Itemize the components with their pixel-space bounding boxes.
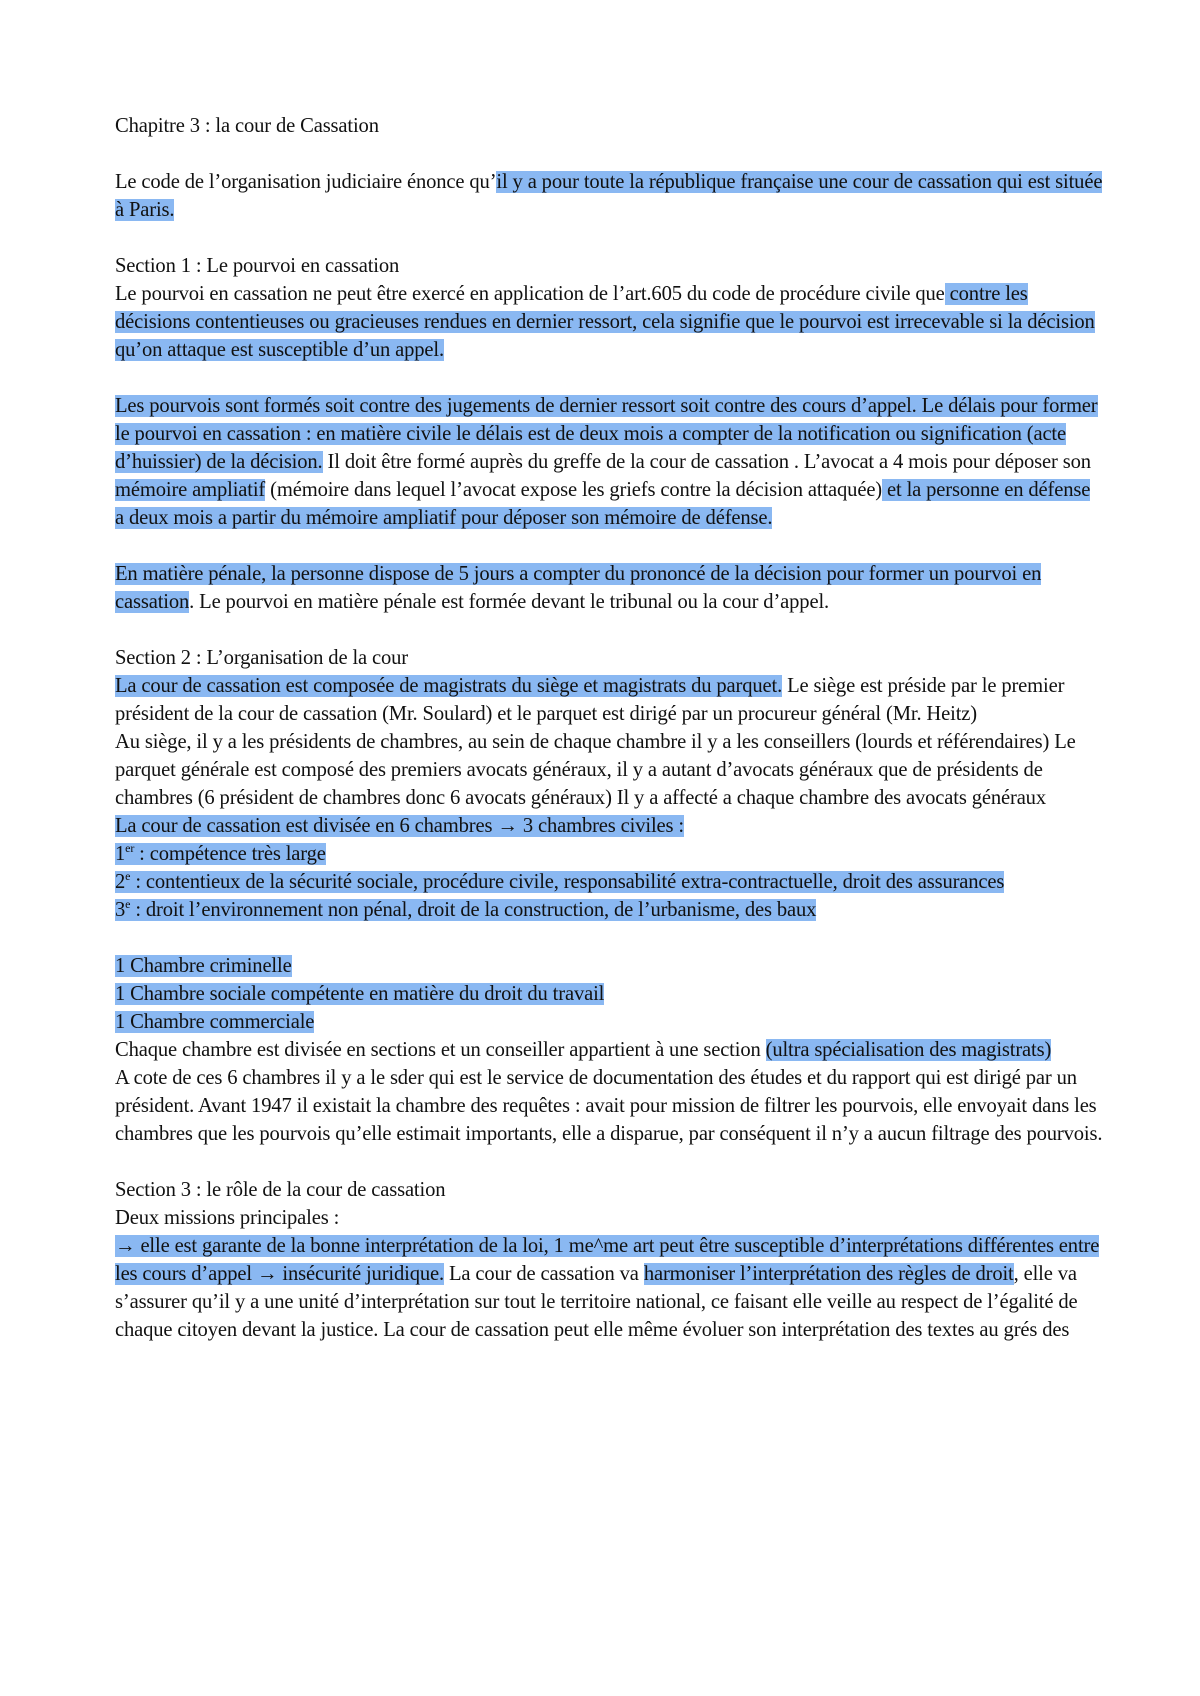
section-2-paragraph-3 — [115, 1036, 1104, 1064]
paragraph-text: Le pourvoi en cassation ne peut être exercé en application de l’art.605 du code de procédure civile que — [115, 283, 945, 305]
list-text: : contentieux de la sécurité sociale, procédure civile, responsabilité extra-contractuelle, droit des assurances — [130, 871, 1005, 893]
ordinal-suffix: e — [125, 869, 131, 884]
highlighted-text — [115, 843, 326, 865]
chambre-civile-3 — [115, 896, 1104, 924]
section-3-title: Section 3 : le rôle de la cour de cassation — [115, 1179, 446, 1201]
paragraph-text: (mémoire dans lequel l’avocat expose les griefs contre la décision attaquée) — [265, 479, 883, 501]
chambre-sociale — [115, 980, 1104, 1008]
highlighted-text: En matière pénale, la personne dispose de 5 jours a compter du prononcé de la décision pour former un pourvoi en cassation — [115, 563, 1042, 613]
section-2-paragraph-1 — [115, 672, 1104, 728]
chambre-civile-1 — [115, 840, 1104, 868]
ordinal-suffix: er — [125, 841, 135, 856]
section-3-intro: Deux missions principales : — [115, 1207, 340, 1229]
paragraph-text: La cour de cassation va — [443, 1263, 644, 1285]
section-2-paragraph-4: A cote de ces 6 chambres il y a le sder qui est le service de documentation des études et du rapport qui est dirigé par un président. Avant 1947 il existait la chambre des requêtes : avait pour mission de filtrer les pourvois, elle envoyait dans les chambres que les pourvois qu’elle estimait importants, elle a disparue, par conséquent il n’y a aucun filtrage des pourvois. — [115, 1067, 1103, 1145]
highlighted-text: et la personne en défense a deux mois a partir du mémoire ampliatif pour déposer son mémoire de défense. — [115, 479, 1091, 529]
highlighted-text: La cour de cassation est divisée en 6 chambres → 3 chambres civiles : — [115, 815, 684, 837]
highlighted-text: (ultra spécialisation des magistrats) — [765, 1039, 1052, 1061]
highlighted-text: → elle est garante de la bonne interprétation de la loi, 1 me^me art peut être susceptible d’interprétations différentes entre les cours d’appel → insécurité juridique. — [115, 1235, 1100, 1285]
section-2-paragraph-2: Au siège, il y a les présidents de chambres, au sein de chaque chambre il y a les conseillers (lourds et référendaires) Le parquet générale est composé des premiers avocats généraux, il y a autant d’avocats généraux que de présidents de chambres (6 président de chambres donc 6 avocats généraux) Il y a affecté a chaque chambre des avocats généraux — [115, 731, 1076, 809]
section-2-title: Section 2 : L’organisation de la cour — [115, 647, 408, 669]
list-number: 2 — [115, 871, 126, 893]
paragraph-text: Le siège est préside par le premier président de la cour de cassation (Mr. Soulard) et le parquet est dirigé par un procureur général (Mr. Heitz) — [115, 675, 1065, 725]
ordinal-suffix: e — [125, 897, 131, 912]
intro-paragraph — [115, 168, 1104, 224]
paragraph-text: . Le pourvoi en matière pénale est formée devant le tribunal ou la cour d’appel. — [189, 591, 830, 613]
highlighted-text — [115, 871, 1004, 893]
highlighted-text: mémoire ampliatif — [115, 479, 266, 501]
highlighted-text: contre les décisions contentieuses ou gracieuses rendues en dernier ressort, cela signifie que le pourvoi est irrecevable si la décision qu’on attaque est susceptible d’un appel. — [115, 283, 1095, 361]
chambre-criminelle — [115, 952, 1104, 980]
section-3-paragraph-1 — [115, 1232, 1104, 1344]
highlighted-text: Les pourvois sont formés soit contre des jugements de dernier ressort soit contre des cours d’appel. Le délais pour former le pourvoi en cassation : en matière civile le délais est de deux mois a compter de la notification ou signification (acte d’huissier) de la décision. — [115, 395, 1098, 473]
list-number: 3 — [115, 899, 126, 921]
section-1-paragraph-2 — [115, 392, 1104, 532]
paragraph-text: Chaque chambre est divisée en sections et un conseiller appartient à une section — [115, 1039, 766, 1061]
list-text: : compétence très large — [134, 843, 326, 865]
document-body — [115, 112, 1104, 1344]
highlighted-text: 1 Chambre sociale compétente en matière du droit du travail — [115, 983, 605, 1005]
highlighted-text — [115, 899, 816, 921]
list-text: : droit l’environnement non pénal, droit de la construction, de l’urbanisme, des baux — [130, 899, 817, 921]
chambre-commerciale — [115, 1008, 1104, 1036]
paragraph-text: , elle va s’assurer qu’il y a une unité d’interprétation sur tout le territoire national, ce faisant elle veille au respect de l’égalité de chaque citoyen devant la justice. La cour de cassation peut elle même évoluer son interprétation des textes au grés des — [115, 1263, 1078, 1341]
intro-text: Le code de l’organisation judiciaire énonce qu’ — [115, 171, 497, 193]
chapter-title: Chapitre 3 : la cour de Cassation — [115, 115, 379, 137]
highlighted-text: La cour de cassation est composée de magistrats du siège et magistrats du parquet. — [115, 675, 783, 697]
section-1-paragraph-3 — [115, 560, 1104, 616]
list-number: 1 — [115, 843, 126, 865]
highlighted-text: 1 Chambre commerciale — [115, 1011, 315, 1033]
highlighted-text: 1 Chambre criminelle — [115, 955, 292, 977]
section-1-title: Section 1 : Le pourvoi en cassation — [115, 255, 400, 277]
highlighted-text: harmoniser l’interprétation des règles de droit — [643, 1263, 1014, 1285]
chambre-civile-2 — [115, 868, 1104, 896]
section-1-paragraph-1 — [115, 280, 1104, 364]
highlighted-text: il y a pour toute la république française une cour de cassation qui est située à Paris. — [115, 171, 1103, 221]
chambres-intro — [115, 812, 1104, 840]
paragraph-text: Il doit être formé auprès du greffe de la cour de cassation . L’avocat a 4 mois pour déposer son — [322, 451, 1091, 473]
